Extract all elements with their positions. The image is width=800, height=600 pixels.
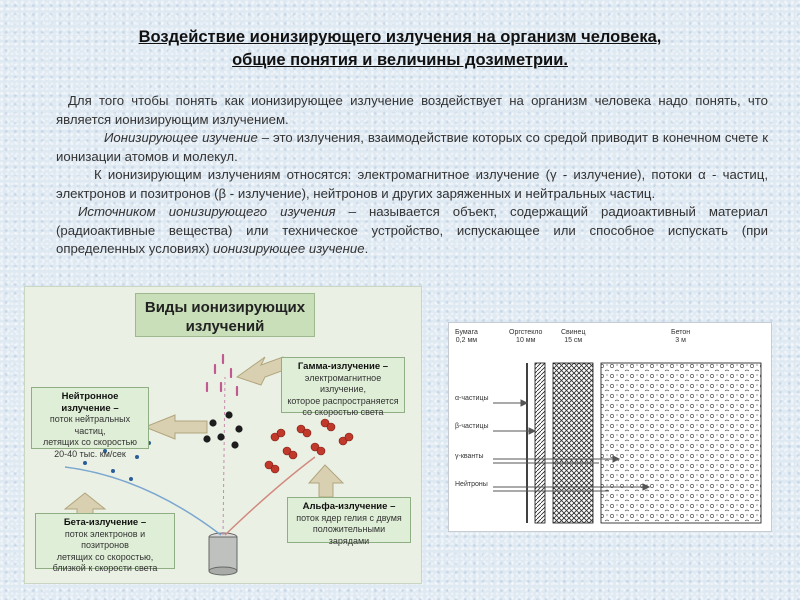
gamma-arrow [237, 357, 287, 385]
neutron-particles [203, 411, 242, 448]
alpha-callout [287, 497, 411, 546]
plexiglass-layer [535, 363, 545, 523]
lead-name: Свинец [561, 329, 586, 336]
alpha-line-1: поток ядер гелия с двумя [296, 512, 402, 523]
figure-heading [135, 293, 315, 337]
beta-callout [35, 513, 175, 573]
source-text-dot: . [364, 241, 369, 256]
term-ionizing-radiation: Ионизирующее изучение [104, 130, 258, 145]
concrete-name: Бетон [671, 329, 691, 336]
penetration-drawing [449, 323, 771, 531]
paper-name: Бумага [455, 329, 478, 336]
beta-title: Бета-излучение – [63, 517, 147, 528]
neutron-callout [31, 387, 149, 459]
row-label-alpha: α-частицы [455, 395, 489, 402]
title-line-1: Воздействие ионизирующего излучения на организм человека, [138, 28, 662, 46]
paragraph-types: К ионизирующим излучениям относятся: электромагнитное излучение (γ - излучение), потоки α - частиц, электронов и позитронов (β - излучение), нейтронов и других заряженных и нейтральных частиц. [56, 167, 768, 201]
gamma-trajectory [223, 377, 225, 535]
alpha-arrow [309, 465, 343, 497]
lead-layer [553, 363, 593, 523]
source-text: – называется объект, содержащий радиоактивный материал (радиоактивные вещества) или техническое устройство, испускающее или способное испускать (при определенных условиях) [56, 204, 768, 256]
slide-title [40, 26, 760, 72]
term-source: Источником ионизирующего изучения [78, 204, 336, 219]
material-label-paper [455, 329, 478, 345]
plexiglass-name: Оргстекло [509, 329, 543, 336]
gamma-line-2: которое распространяется [287, 395, 399, 406]
gamma-title: Гамма-излучение – [297, 361, 389, 372]
gamma-line-3: со скоростью света [302, 407, 384, 417]
body-text [56, 92, 768, 259]
gamma-line-1: электромагнитное излучение, [304, 372, 382, 394]
neutron-line-3: 20-40 тыс. км/сек [54, 448, 126, 459]
material-label-concrete [671, 329, 690, 345]
neutron-title: Нейтронное излучение – [61, 391, 119, 414]
beta-line-2: летящих со скоростью, [56, 551, 154, 562]
definition-text: – это излучения, взаимодействие которых со средой приводит в конечном счете к ионизации атомов и молекул. [56, 130, 768, 164]
plexiglass-thickness: 10 мм [516, 337, 536, 344]
material-label-lead [561, 329, 585, 345]
figure-heading-line-2: излучений [185, 318, 265, 335]
paragraph-definition [56, 129, 768, 166]
alpha-particles [265, 419, 353, 473]
penetration-figure [448, 322, 772, 532]
concrete-thickness: 3 м [675, 337, 686, 344]
row-label-gamma: γ-кванты [455, 453, 484, 460]
row-label-neutron: Нейтроны [455, 481, 488, 488]
alpha-line-2: положительными зарядами [312, 524, 386, 546]
neutron-line-1: поток нейтральных частиц, [49, 414, 131, 436]
source-bottom [209, 567, 237, 575]
neutron-line-2: летящих со скоростью [42, 437, 138, 447]
paragraph-source [56, 203, 768, 259]
neutron-arrow [145, 415, 207, 439]
term-ionizing-radiation-end: ионизирующее изучение [213, 241, 365, 256]
source-body [209, 537, 237, 571]
row-label-beta: β-частицы [455, 423, 489, 430]
concrete-layer [601, 363, 761, 523]
title-line-2: общие понятия и величины дозиметрии. [232, 51, 568, 69]
figure-heading-line-1: Виды ионизирующих [144, 299, 306, 316]
gamma-quanta [207, 355, 237, 395]
alpha-title: Альфа-излучение – [302, 501, 396, 512]
radiation-types-figure [24, 286, 422, 584]
beta-line-1: поток электронов и позитронов [64, 528, 146, 550]
beta-line-3: близкой к скорости света [52, 563, 158, 573]
gamma-callout [281, 357, 405, 417]
paper-thickness: 0,2 мм [455, 337, 478, 344]
lead-thickness: 15 см [564, 337, 583, 344]
material-label-plexiglass [509, 329, 542, 345]
paragraph-intro: Для того чтобы понять как ионизирующее излучение воздействует на организм человека надо понять, что является ионизирующим излучением. [56, 93, 768, 127]
